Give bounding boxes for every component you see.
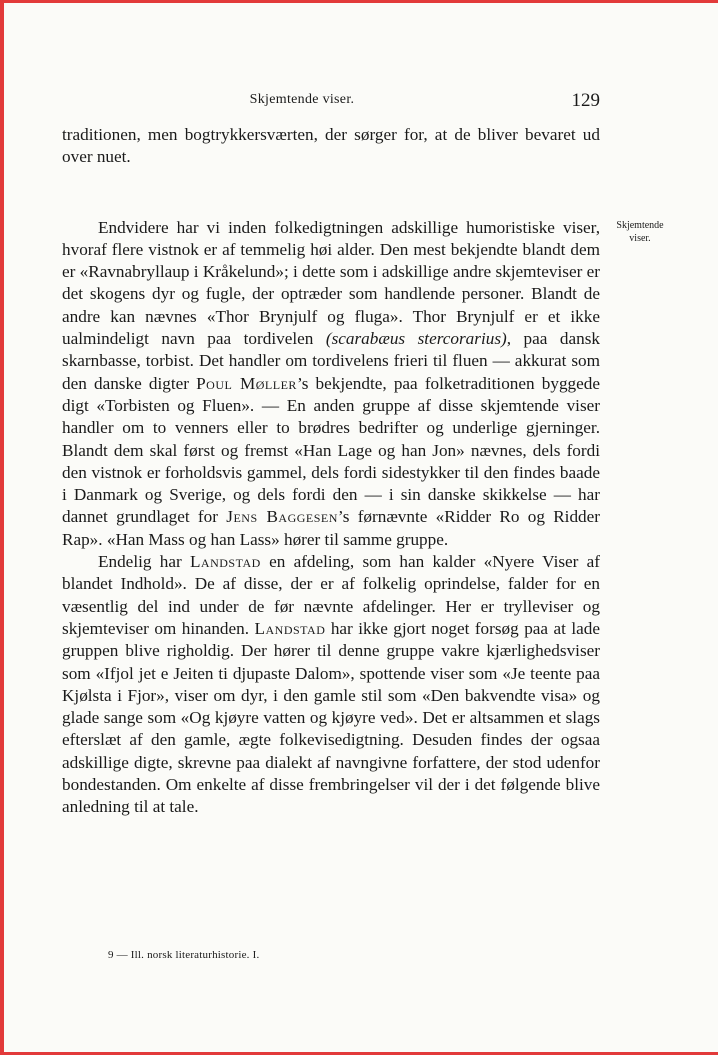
- author-name: Poul Møller: [196, 373, 297, 393]
- paragraph-continuation: traditionen, men bogtrykkersværten, der sørger for, at de bliver bevaret ud over nuet.: [62, 125, 600, 167]
- author-name: Jens Baggesen: [226, 507, 338, 527]
- text-run: en afdeling, som han kalder «Nyere Viser af blandet Indhold». De af disse, der er af folkelig oprindelse, falder for en væsentlig del ind under de før nævnte afdelinger. Her er trylleviser og skjemteviser om hinanden.: [62, 552, 600, 638]
- page-number: 129: [571, 90, 600, 111]
- running-title: Skjemtende viser.: [249, 92, 355, 107]
- latin-name: (scarabæus stercorarius): [325, 329, 507, 349]
- text-run: , paa dansk skarnbasse, torbist. Det handler om tordivelens frieri til fluen — akkurat som den danske digter: [62, 329, 601, 393]
- scan-edge-top: [0, 0, 718, 3]
- text-run: ’s bekjendte, paa folketraditionen byggede digt «Torbisten og Fluen». — En anden gruppe af disse skjemtende viser handler om to venners eller to brødres bedrifter og underlige gjerninger. Blandt dem skal først og fremst «Han Lage og han Jon» nævnes, dels fordi den vistnok er forholdsvis gammel, dels fordi sidestykker til den findes baade i Danmark og Sverige, og dels fordi den — i sin danske skikkelse — har dannet grundlaget for: [62, 373, 600, 527]
- margin-note-line: viser.: [629, 233, 651, 244]
- text-run: har ikke gjort noget forsøg paa at lade gruppen blive righoldig. Der hører til denne gruppe vakre kjærlighedsviser som «Ifjol jet e Jeiten ti djupaste Dalom», spottende viser som «Je teente paa Kjølsta i Fjor», viser om dyr, i den gamle stil som «Den bakvendte visa» og glade sange som «Og kjøyre vatten og kjøyre ved». Det er altsammen et slags efterslæt af den gamle, ægte folkevisedigtning. Desuden findes der ogsaa adskillige digte, skrevne paa dialekt af navngivne forfattere, der stod udenfor bondestanden. Om enkelte af disse frembringelser vil der i det følgende blive anledning til at tale.: [62, 618, 600, 817]
- paragraph-humorous-songs: [62, 217, 600, 551]
- margin-note: [610, 219, 670, 245]
- margin-note-line: Skjemtende: [616, 220, 664, 231]
- scan-edge-left: [0, 0, 4, 1055]
- paragraph-landstad: [62, 551, 600, 819]
- author-name: Landstad: [254, 618, 326, 638]
- text-run: Endvidere har vi inden folkedigtningen adskillige humoristiske viser, hvoraf flere vistnok er af temmelig høi alder. Den mest bekjendte blandt dem er «Ravnabryllaup i Kråkelund»; i dette som i adskillige andre skjemteviser er det skogens dyr og fugle, der optræder som handlende personer. Blandt de andre kan nævnes «Thor Brynjulf og fluga». Thor Brynjulf er et ikke ualmindeligt navn paa tordivelen: [62, 217, 600, 349]
- text-run: Endelig har: [98, 552, 190, 572]
- text-run: ’s førnævnte «Ridder Ro og Ridder Rap». «Han Mass og han Lass» hører til samme gruppe.: [62, 507, 600, 549]
- body-text: [62, 124, 600, 819]
- author-name: Landstad: [189, 552, 261, 572]
- running-head: [62, 90, 600, 114]
- signature-line: 9 — Ill. norsk literaturhistorie. I.: [108, 949, 260, 961]
